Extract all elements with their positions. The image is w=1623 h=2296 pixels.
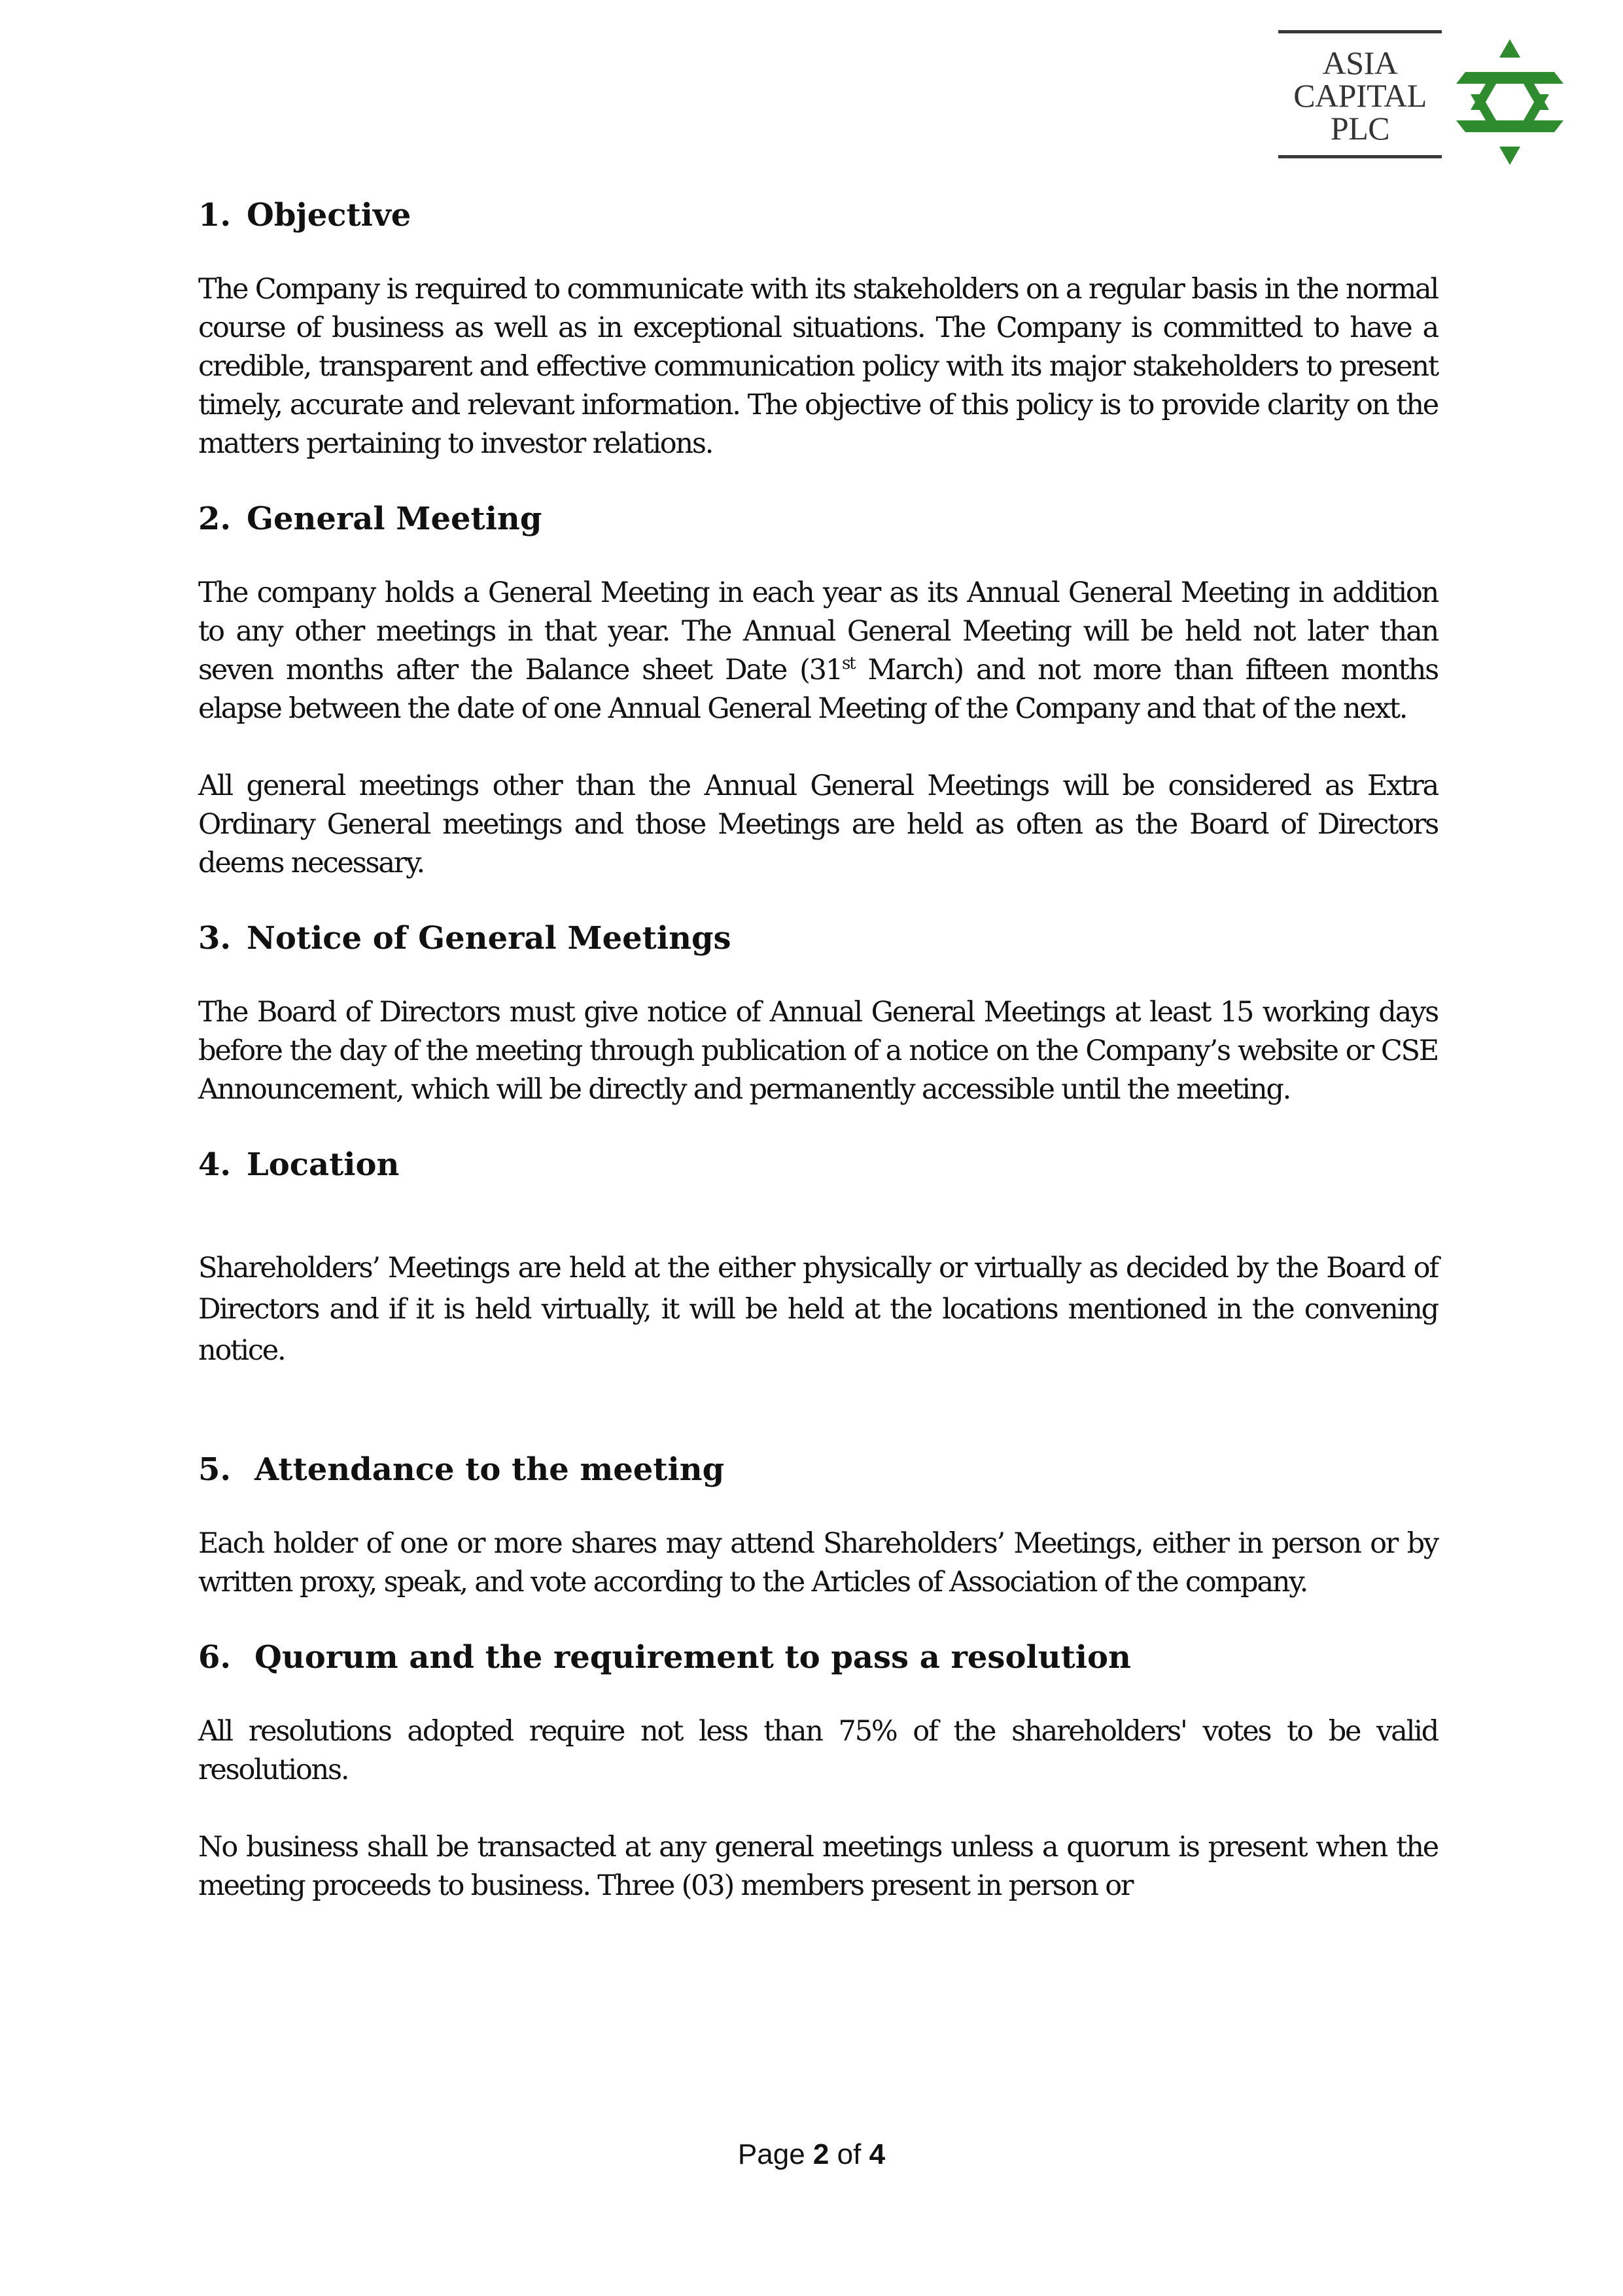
section-2-paragraph-2: All general meetings other than the Annual General Meetings will be considered as Extra Ordinary General meetings and those Meetings are held as often as the Board of Directors deems necessary. <box>198 769 1438 879</box>
section-number: 3. <box>198 920 232 957</box>
section-title: Attendance to the meeting <box>254 1451 725 1488</box>
star-icon <box>1451 37 1569 168</box>
section-number: 5. <box>198 1451 232 1488</box>
section-5-paragraph: Each holder of one or more shares may attend Shareholders’ Meetings, either in person or by written proxy, speak, and vote according to the Articles of Association of the company. <box>198 1527 1438 1598</box>
section-title: Objective <box>247 197 411 234</box>
section-title: Notice of General Meetings <box>247 920 731 957</box>
paragraph-text: The company holds a General Meeting in each year as its Annual General Meeting in addition to any other meetings in that year. The Annual General Meeting will be held not later than seven months after the Balance sheet Date (31 <box>198 576 1438 686</box>
paragraph-text: March) and not more than fifteen months elapse between the date of one Annual General Meeting of the Company and that of the next. <box>198 654 1438 725</box>
section-number: 2. <box>198 501 232 537</box>
logo-line-3: PLC <box>1330 110 1390 147</box>
page-total: 4 <box>869 2138 886 2170</box>
section-number: 1. <box>198 197 232 234</box>
logo-line-1: ASIA <box>1322 44 1398 81</box>
section-1-heading <box>198 194 1438 236</box>
section-6-heading <box>198 1636 1438 1678</box>
section-2-paragraph-1 <box>198 574 1438 728</box>
superscript: st <box>842 654 855 673</box>
section-2-heading <box>198 498 1438 540</box>
section-4-paragraph: Shareholders’ Meetings are held at the either physically or virtually as decided by the Board of Directors and if it is held virtually, it will be held at the locations mentioned in the convening notice. <box>198 1252 1438 1367</box>
section-6-paragraph-2: No business shall be transacted at any general meetings unless a quorum is present when the meeting proceeds to business. Three (03) members present in person or <box>198 1831 1438 1902</box>
section-title: General Meeting <box>247 501 542 537</box>
section-number: 4. <box>198 1146 232 1183</box>
section-6-paragraph-1: All resolutions adopted require not less than 75% of the shareholders' votes to be valid resolutions. <box>198 1715 1438 1786</box>
section-3-paragraph: The Board of Directors must give notice of Annual General Meetings at least 15 working days before the day of the meeting through publication of a notice on the Company’s website or CSE Announcement, which will be directly and permanently accessible until the meeting. <box>198 996 1438 1106</box>
page-number: 2 <box>812 2138 829 2170</box>
section-1-paragraph: The Company is required to communicate with its stakeholders on a regular basis in the normal course of business as well as in exceptional situations. The Company is committed to have a credible, transparent and effective communication policy with its major stakeholders to present timely, accurate and relevant information. The objective of this policy is to provide clarity on the matters pertaining to investor relations. <box>198 273 1438 460</box>
of-label: of <box>837 2138 862 2170</box>
section-title: Location <box>247 1146 400 1183</box>
section-3-heading <box>198 917 1438 959</box>
logo-line-2: CAPITAL <box>1293 77 1427 114</box>
logo-wordmark <box>1278 30 1442 158</box>
section-4-heading <box>198 1144 1438 1186</box>
document-body <box>198 183 1438 1905</box>
section-number: 6. <box>198 1639 232 1676</box>
section-5-heading <box>198 1449 1438 1491</box>
page-footer <box>0 2138 1623 2171</box>
page-label: Page <box>737 2138 805 2170</box>
section-title: Quorum and the requirement to pass a resolution <box>254 1639 1131 1676</box>
company-logo <box>1273 24 1600 169</box>
